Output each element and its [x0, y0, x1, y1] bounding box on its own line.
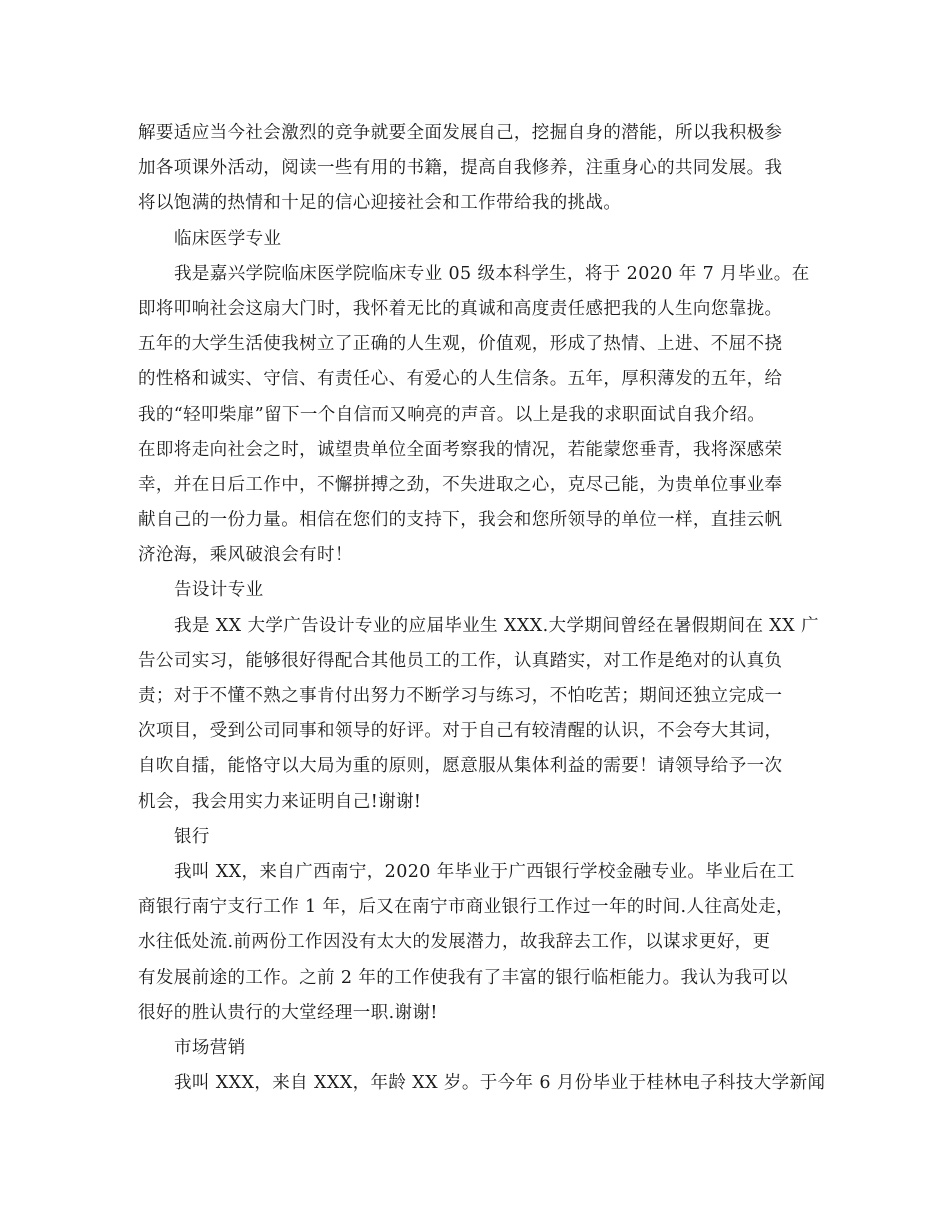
text-line: 将以饱满的热情和十足的信心迎接社会和工作带给我的挑战。 — [138, 193, 622, 214]
section-heading-clinical-medicine: 临床医学专业 — [174, 228, 282, 249]
text-line: 水往低处流.前两份工作因没有太大的发展潜力，故我辞去工作，以谋求更好，更 — [138, 932, 771, 953]
section-heading-bank: 银行 — [174, 826, 210, 847]
text-line: 加各项课外活动，阅读一些有用的书籍，提高自我修养，注重身心的共同发展。我 — [138, 158, 783, 179]
text-line: 献自己的一份力量。相信在您们的支持下，我会和您所领导的单位一样，直挂云帆 — [138, 510, 783, 531]
text-line: 我是嘉兴学院临床医学院临床专业 05 级本科学生，将于 2020 年 7 月毕业。在 — [174, 263, 810, 284]
text-line: 我叫 XXX，来自 XXX，年龄 XX 岁。于今年 6 月份毕业于桂林电子科技大学新闻 — [174, 1073, 826, 1094]
text-line: 我是 XX 大学广告设计专业的应届毕业生 XXX.大学期间曾经在暑假期间在 XX 广 — [174, 615, 819, 636]
text-line: 有发展前途的工作。之前 2 年的工作使我有了丰富的银行临柜能力。我认为我可以 — [138, 967, 788, 988]
text-line: 我的“轻叩柴扉”留下一个自信而又响亮的声音。以上是我的求职面试自我介绍。 — [138, 404, 766, 425]
text-line: 责；对于不懂不熟之事肯付出努力不断学习与练习，不怕吃苦；期间还独立完成一 — [138, 686, 783, 706]
text-line: 很好的胜认贵行的大堂经理一职.谢谢! — [138, 1002, 438, 1023]
text-line: 自吹自擂，能恪守以大局为重的原则，愿意服从集体利益的需要！请领导给予一次 — [138, 756, 783, 777]
text-line: 次项目，受到公司同事和领导的好评。对于自己有较清醒的认识，不会夸大其词， — [138, 721, 783, 742]
text-line: 我叫 XX，来自广西南宁，2020 年毕业于广西银行学校金融专业。毕业后在工 — [174, 861, 795, 882]
text-line: 商银行南宁支行工作 1 年，后又在南宁市商业银行工作过一年的时间.人往高处走， — [138, 897, 794, 918]
text-line: 即将叩响社会这扇大门时，我怀着无比的真诚和高度责任感把我的人生向您靠拢。 — [138, 298, 783, 319]
section-heading-advertising-design: 告设计专业 — [174, 580, 264, 601]
text-line: 解要适应当今社会激烈的竞争就要全面发展自己，挖掘自身的潜能，所以我积极参 — [138, 123, 783, 143]
text-line: 告公司实习，能够很好得配合其他员工的工作，认真踏实，对工作是绝对的认真负 — [138, 650, 783, 671]
section-heading-marketing: 市场营销 — [174, 1037, 246, 1058]
text-line: 机会，我会用实力来证明自己!谢谢! — [138, 791, 422, 812]
text-line: 幸，并在日后工作中，不懈拼搏之劲，不失进取之心，克尽己能，为贵单位事业奉 — [138, 474, 783, 495]
text-line: 五年的大学生活使我树立了正确的人生观，价值观，形成了热情、上进、不屈不挠 — [138, 334, 783, 355]
text-line: 的性格和诚实、守信、有责任心、有爱心的人生信条。五年，厚积薄发的五年，给 — [138, 369, 783, 390]
document-body — [138, 116, 826, 1101]
text-line: 在即将走向社会之时，诚望贵单位全面考察我的情况，若能蒙您垂青，我将深感荣 — [138, 439, 783, 460]
text-line: 济沧海，乘风破浪会有时！ — [138, 545, 353, 566]
